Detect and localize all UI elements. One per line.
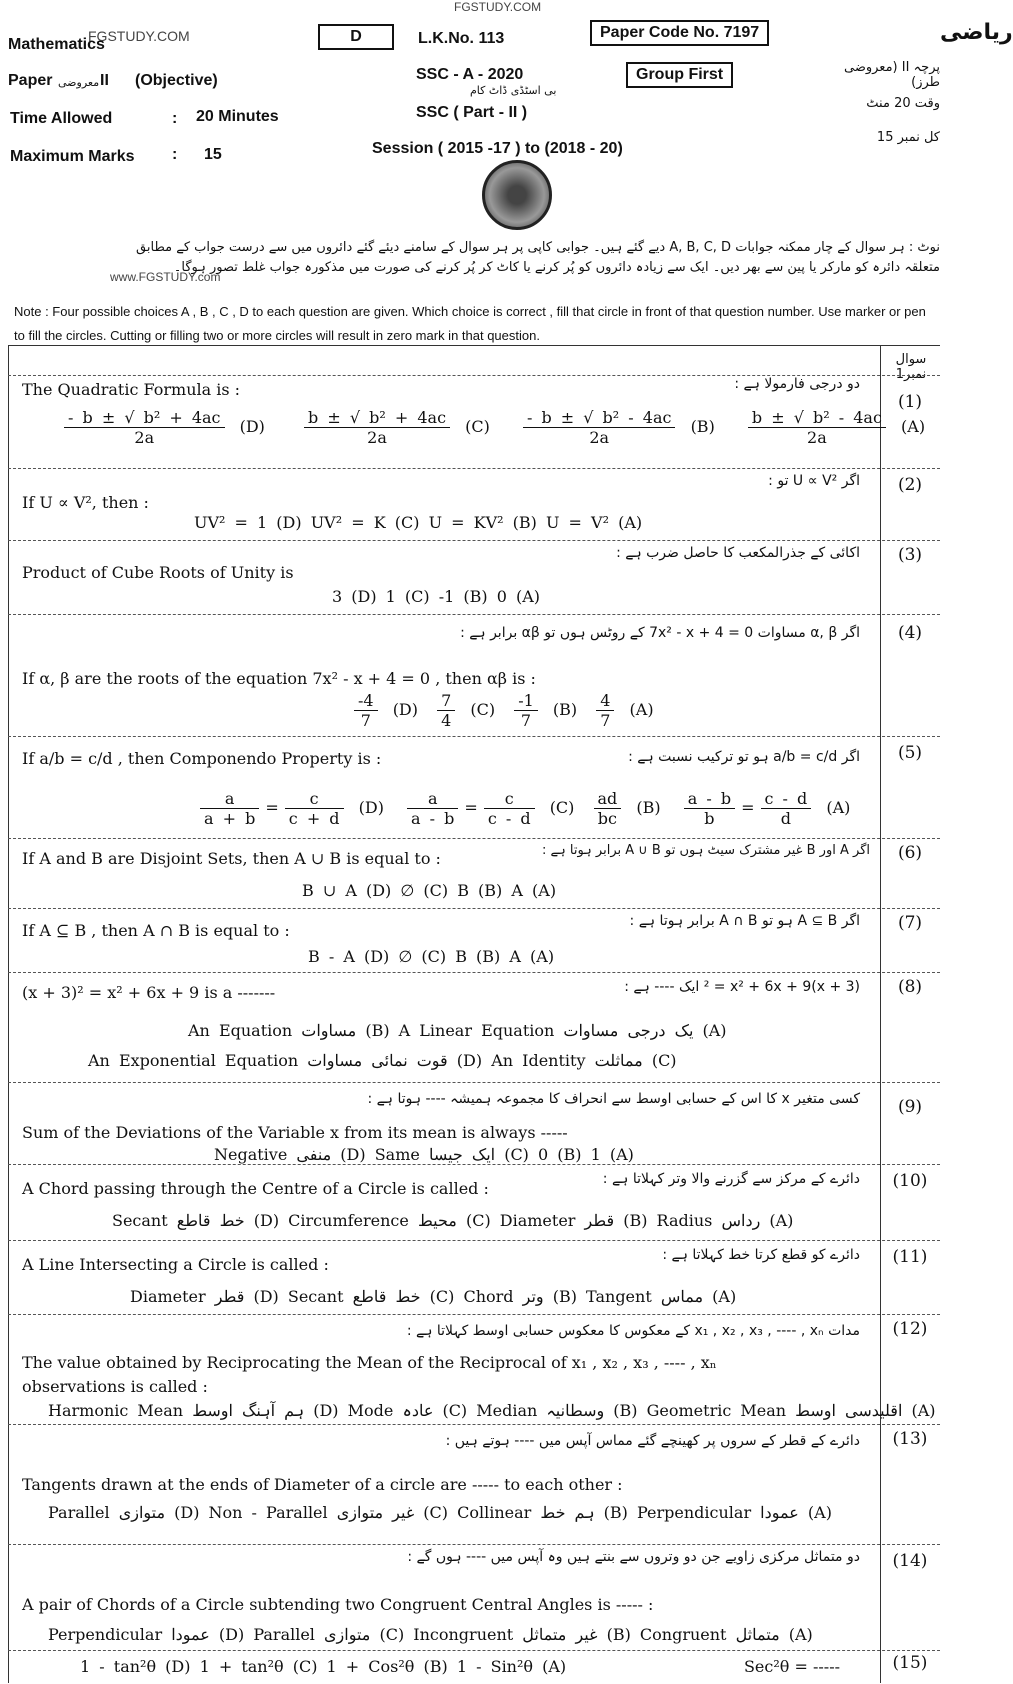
time-label: Time Allowed: [10, 110, 113, 127]
question-text: Product of Cube Roots of Unity is: [22, 563, 294, 582]
option-b-formula: [523, 408, 676, 447]
denominator: c - d: [487, 809, 531, 828]
numerator: - b ± √ b² + 4ac: [64, 408, 225, 428]
question-text-ur: کسی متغیر x کا اس کے حسابی اوسط سے انحراف کا مجموعہ ہمیشہ ---- ہوتا ہے :: [367, 1091, 860, 1107]
question-text: Tangents drawn at the ends of Diameter of a circle are ----- to each other :: [22, 1475, 623, 1494]
equals: =: [464, 798, 478, 817]
subject-ur: ریاضی: [940, 20, 1013, 45]
numerator: b ± √ b² + 4ac: [304, 408, 450, 428]
question-text: If α, β are the roots of the equation 7x² - x + 4 = 0 , then αβ is :: [22, 669, 536, 688]
subject-en: Mathematics: [8, 36, 105, 53]
paper-code: Paper Code No. 7197: [590, 20, 769, 46]
option-c-left: [407, 789, 458, 828]
question-row-3: [8, 540, 940, 613]
options: Diameter قطر (D) Secant خط قاطع (C) Chord وتر (B) Tangent مماس (A): [130, 1287, 737, 1306]
equals: =: [741, 798, 755, 817]
question-row-13: [8, 1424, 940, 1545]
question-number: (9): [897, 1097, 923, 1117]
denominator: 2a: [367, 428, 387, 447]
numerator: -1: [514, 691, 538, 711]
question-text-2: observations is called :: [22, 1377, 208, 1396]
question-number: (5): [897, 743, 923, 763]
question-number: (8): [897, 977, 923, 997]
note-ur: نوٹ : ہر سوال کے چار ممکنہ جوابات A, B, C, D دیے گئے ہیں۔ جوابی کاپی پر ہر سوال کے سامنے دیئے گئے دائروں میں سے درست جواب کے مطابق متعلقہ دائرہ کو مارکر یا پین سے بھر دیں۔ ایک سے زیادہ دائروں کو پُر کرنے یا کاٹ کر پُر کرنے کی صورت میں مذکورہ جواب غلط تصور ہوگا۔: [136, 240, 940, 275]
question-number: (11): [892, 1247, 928, 1267]
question-text: The value obtained by Reciprocating the Mean of the Reciprocal of x₁ , x₂ , x₃ , ---- , xₙ: [22, 1353, 717, 1372]
option-c-frac: [437, 691, 455, 730]
site-url: www.FGSTUDY.com: [110, 270, 221, 284]
option-d-right: [285, 789, 344, 828]
question-text-ur: دو درجی فارمولا ہے :: [734, 376, 860, 392]
options: B - A (D) ∅ (C) B (B) A (A): [308, 947, 555, 966]
option-d-label: (D): [392, 700, 418, 719]
denominator: a - b: [411, 809, 455, 828]
option-d-frac: [354, 691, 378, 730]
ur-time: وقت 20 منٹ: [866, 96, 940, 111]
question-number: (3): [897, 545, 923, 565]
paper-type: (Objective): [135, 72, 218, 89]
question-number: (4): [897, 623, 923, 643]
question-row-11: [8, 1240, 940, 1317]
question-number: (15): [892, 1653, 928, 1673]
question-text-ur: دائرے کو قطع کرتا خط کہلاتا ہے :: [662, 1247, 860, 1263]
question-text-ur: اگر U ∝ V² تو :: [768, 473, 860, 489]
option-a-label: (A): [901, 417, 926, 436]
option-b-label: (B): [552, 700, 578, 719]
option-d-label: (D): [239, 417, 265, 436]
question-text-ur: مدات x₁ , x₂ , x₃ , ---- , xₙ کے معکوس کا معکوس حسابی اوسط کہلاتا ہے :: [406, 1323, 860, 1339]
question-number: (14): [892, 1551, 928, 1571]
option-a-label: (A): [826, 798, 851, 817]
option-d-formula: [64, 408, 225, 447]
options: Negative منفی (D) Same ایک جیسا (C) 0 (B) 1 (A): [214, 1145, 634, 1164]
option-c-label: (C): [470, 700, 496, 719]
time-value: 20 Minutes: [196, 108, 279, 125]
question-text: (x + 3)² = x² + 6x + 9 is a -------: [22, 983, 276, 1002]
paper-no: II: [100, 72, 109, 89]
question-text-ur: اکائی کے جذرالمکعب کا حاصل ضرب ہے :: [616, 545, 860, 561]
question-row-4: [8, 614, 940, 735]
question-text: A Line Intersecting a Circle is called :: [22, 1255, 329, 1274]
options: B ∪ A (D) ∅ (C) B (B) A (A): [302, 881, 557, 900]
option-b-frac: [514, 691, 538, 730]
paper-label: Paper: [8, 72, 53, 89]
numerator: c - d: [761, 789, 812, 809]
question-row-14: [8, 1544, 940, 1657]
denominator: b: [704, 809, 715, 828]
question-row-6: [8, 838, 940, 911]
denominator: 7: [520, 711, 532, 730]
question-text: Sec²θ = -----: [743, 1657, 840, 1676]
paper-letter: D: [318, 24, 394, 50]
numerator: c: [285, 789, 344, 809]
question-number: (12): [892, 1319, 928, 1339]
options: Perpendicular عمودا (D) Parallel متوازی (C) Incongruent غیر متماثل (B) Congruent متماثل (A): [48, 1625, 813, 1644]
site-small: FGSTUDY.COM: [88, 28, 190, 44]
question-number: (13): [892, 1429, 928, 1449]
denominator: bc: [597, 809, 617, 828]
watermark-top: FGSTUDY.COM: [454, 0, 542, 14]
numerator: 7: [437, 691, 455, 711]
group: Group First: [626, 62, 733, 88]
option-a-formula: [748, 408, 886, 447]
question-text: If a/b = c/d , then Componendo Property is :: [22, 749, 382, 768]
options: UV² = 1 (D) UV² = K (C) U = KV² (B) U = V² (A): [194, 513, 643, 532]
ssc-a-ur: بی اسٹڈی ڈاٹ کام: [470, 84, 557, 97]
option-c-label: (C): [465, 417, 490, 436]
option-c-formula: [304, 408, 450, 447]
numerator: ad: [594, 789, 622, 809]
question-number: (10): [892, 1171, 928, 1191]
denominator: c + d: [288, 809, 340, 828]
question-text-ur: دائرے کے مرکز سے گزرنے والا وتر کہلاتا ہے :: [602, 1171, 860, 1187]
session: Session ( 2015 -17 ) to (2018 - 20): [372, 140, 623, 157]
option-d-left: [200, 789, 259, 828]
option-b-label: (B): [690, 417, 715, 436]
option-a-frac: [596, 691, 614, 730]
denominator: 2a: [134, 428, 155, 447]
denominator: 4: [441, 711, 452, 730]
denominator: 2a: [589, 428, 610, 447]
question-text-ur: اگر A ⊆ B ہو تو A ∩ B برابر ہوتا ہے :: [629, 913, 860, 929]
ssc-part: SSC ( Part - II ): [416, 104, 528, 121]
question-number: (1): [897, 392, 923, 412]
question-text: If U ∝ V², then :: [22, 493, 149, 512]
question-text: If A and B are Disjoint Sets, then A ∪ B is equal to :: [22, 849, 441, 868]
option-c-label: (C): [549, 798, 575, 817]
options-row-2: An Exponential Equation قوت نمائی مساوات (D) An Identity مماثلت (C): [88, 1051, 677, 1070]
numerator: a: [200, 789, 259, 809]
numerator: a: [407, 789, 458, 809]
marks-label: Maximum Marks: [10, 148, 135, 165]
marks-sep: :: [172, 146, 178, 163]
denominator: 2a: [807, 428, 827, 447]
option-a-label: (A): [629, 700, 654, 719]
marks-value: 15: [204, 146, 222, 163]
options: Harmonic Mean ہم آہنگ اوسط (D) Mode عادہ (C) Median وسطانیہ (B) Geometric Mean اقلیدسی اوسط (A): [48, 1401, 936, 1420]
question-number: (6): [897, 843, 923, 863]
question-number: (7): [897, 913, 923, 933]
options: [58, 408, 925, 447]
denominator: 7: [360, 711, 371, 730]
numerator: a - b: [684, 789, 735, 809]
time-sep: :: [172, 110, 178, 127]
option-c-right: [484, 789, 535, 828]
question-text-ur: دائرے کے قطر کے سروں پر کھینچے گئے مماس آپس میں ---- ہوتے ہیں :: [445, 1433, 860, 1449]
options: 1 - tan²θ (D) 1 + tan²θ (C) 1 + Cos²θ (B) 1 - Sin²θ (A): [80, 1657, 567, 1676]
question-text: A pair of Chords of a Circle subtending two Congruent Central Angles is ----- :: [22, 1595, 654, 1614]
option-a-right: [761, 789, 812, 828]
options: 3 (D) 1 (C) -1 (B) 0 (A): [332, 587, 541, 606]
question-text-ur: دو متماثل مرکزی زاویے جن دو وتروں سے بنتے ہیں وہ آپس میں ---- ہوں گے :: [407, 1549, 860, 1565]
question-text-ur: (x + 3)² = x² + 6x + 9 ایک ---- ہے :: [624, 979, 860, 995]
col-head-ur: سوال نمبر1: [895, 352, 927, 382]
lk-no: L.K.No. 113: [418, 30, 505, 47]
question-text: Sum of the Deviations of the Variable x from its mean is always -----: [22, 1123, 568, 1142]
question-row-15: [8, 1650, 940, 1684]
question-text-ur: اگر A اور B غیر مشترک سیٹ ہوں تو A ∪ B برابر ہوتا ہے :: [542, 843, 870, 858]
question-row-2: [8, 468, 940, 537]
question-row-12: [8, 1314, 940, 1427]
ssc-a: SSC - A - 2020: [416, 66, 524, 83]
question-row-8: [8, 972, 940, 1079]
ur-paper: پرچہ II (معروضی طرز): [843, 60, 940, 90]
ur-marks: کل نمبر 15: [876, 130, 940, 145]
option-b-label: (B): [636, 798, 661, 817]
question-row-1: [8, 375, 940, 466]
options: [348, 691, 654, 730]
option-a-left: [684, 789, 735, 828]
numerator: - b ± √ b² - 4ac: [523, 408, 676, 428]
equals: =: [265, 798, 279, 817]
numerator: -4: [354, 691, 378, 711]
option-b-frac: [594, 789, 622, 828]
question-row-10: [8, 1164, 940, 1241]
note-en: Note : Four possible choices A , B , C , D to each question are given. Which choice is correct , fill that circle in front of that question number. Use marker or pen to fill the circles. Cutting or filling two or more circles will result in zero mark in that question.: [14, 304, 926, 343]
denominator: a + b: [204, 809, 256, 828]
options-row-1: An Equation مساوات (B) A Linear Equation یک درجی مساوات (A): [188, 1021, 727, 1040]
table-top: [8, 345, 940, 346]
denominator: d: [780, 809, 792, 828]
denominator: 7: [600, 711, 611, 730]
question-text: If A ⊆ B , then A ∩ B is equal to :: [22, 921, 290, 940]
options: Parallel متوازی (D) Non - Parallel غیر متوازی (C) Collinear ہم خط (B) Perpendicular عمودا (A): [48, 1503, 832, 1522]
numerator: c: [484, 789, 535, 809]
question-text: A Chord passing through the Centre of a Circle is called :: [22, 1179, 489, 1198]
option-d-label: (D): [358, 798, 384, 817]
question-text-ur: اگر a/b = c/d ہو تو ترکیب نسبت ہے :: [628, 749, 860, 765]
question-row-9: [8, 1082, 940, 1171]
numerator: b ± √ b² - 4ac: [748, 408, 886, 428]
options: Secant خط قاطع (D) Circumference محیط (C) Diameter قطر (B) Radius رداس (A): [112, 1211, 794, 1230]
question-text-ur: اگر α, β مساوات 7x² - x + 4 = 0 کے روٹس ہوں تو αβ برابر ہے :: [460, 625, 860, 641]
question-text: The Quadratic Formula is :: [22, 380, 241, 399]
paper-ur: معروضی: [58, 76, 100, 89]
numerator: 4: [596, 691, 614, 711]
question-row-7: [8, 908, 940, 973]
options: [194, 789, 850, 828]
question-number: (2): [897, 475, 923, 495]
board-logo: [482, 160, 552, 230]
